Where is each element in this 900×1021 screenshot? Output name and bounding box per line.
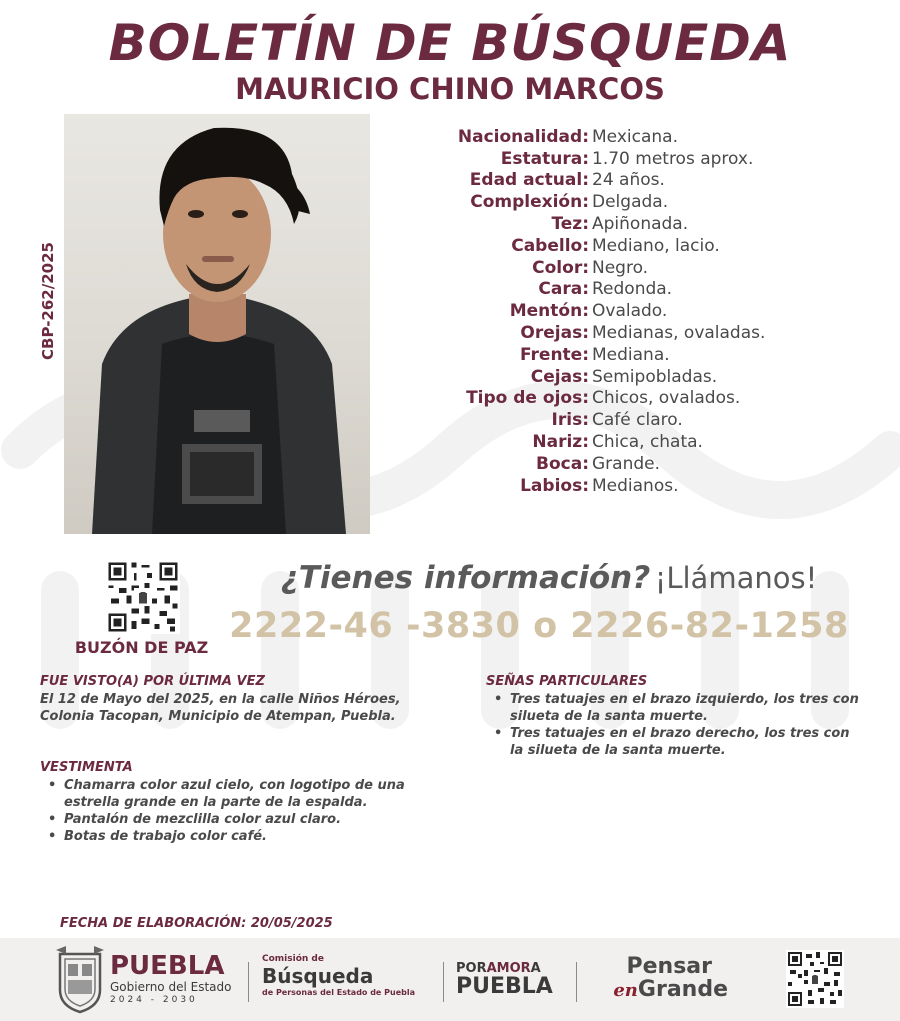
person-photo bbox=[64, 114, 370, 534]
attr-value: Grande. bbox=[592, 453, 661, 474]
person-name: MAURICIO CHINO MARCOS bbox=[235, 72, 665, 106]
state-seal-icon bbox=[54, 946, 106, 1014]
footer bbox=[0, 938, 900, 1021]
creation-date: FECHA DE ELABORACIÓN: 20/05/2025 bbox=[60, 916, 333, 931]
attr-row bbox=[392, 322, 862, 344]
buzon-qr-code[interactable] bbox=[104, 560, 182, 634]
attr-row bbox=[392, 388, 862, 410]
attr-label: Nacionalidad: bbox=[457, 126, 589, 147]
attr-row bbox=[392, 126, 862, 148]
attributes-list bbox=[392, 126, 862, 497]
attr-value: Medianas, ovaladas. bbox=[592, 323, 766, 344]
list-item: • Tres tatuajes en el brazo derecho, los tres con la silueta de la santa muerte. bbox=[486, 725, 866, 759]
attr-label: Edad actual: bbox=[469, 170, 589, 191]
attr-row bbox=[392, 453, 862, 475]
marks-heading: SEÑAS PARTICULARES bbox=[486, 674, 648, 689]
attr-row bbox=[392, 431, 862, 453]
por-amor-main: PUEBLA bbox=[456, 974, 553, 999]
en-text: en bbox=[613, 980, 638, 1001]
attr-label: Tez: bbox=[551, 214, 589, 235]
last-seen-section bbox=[40, 674, 450, 725]
list-item: • Chamarra color azul cielo, con logotipo de una estrella grande en la parte de la espalda. bbox=[40, 777, 420, 811]
attr-value: Ovalado. bbox=[592, 301, 668, 322]
attr-value: Mediana. bbox=[592, 344, 670, 365]
attr-label: Iris: bbox=[551, 410, 589, 431]
attr-label: Complexión: bbox=[470, 192, 589, 213]
attr-row bbox=[392, 344, 862, 366]
puebla-logo-name: PUEBLA bbox=[110, 951, 225, 981]
info-call: ¡Llámanos! bbox=[654, 561, 818, 595]
attr-label: Cabello: bbox=[511, 235, 589, 256]
attr-label: Cara: bbox=[538, 279, 589, 300]
attr-row bbox=[392, 366, 862, 388]
grande-text: Grande bbox=[637, 977, 728, 1002]
por-amor-a-puebla-logo bbox=[456, 962, 566, 998]
last-seen-text: El 12 de Mayo del 2025, en la calle Niños Héroes, Colonia Tacopan, Municipio de Atempan, Puebla. bbox=[40, 692, 401, 724]
pensar-text: Pensar bbox=[626, 954, 712, 979]
footer-divider bbox=[248, 962, 249, 1002]
footer-qr-code[interactable] bbox=[786, 950, 844, 1008]
marks-list bbox=[486, 691, 866, 759]
case-id bbox=[28, 236, 68, 366]
footer-divider bbox=[576, 962, 577, 1002]
list-item: • Tres tatuajes en el brazo izquierdo, los tres con silueta de la santa muerte. bbox=[486, 691, 866, 725]
attr-label: Frente: bbox=[520, 344, 589, 365]
bulletin-title: BOLETÍN DE BÚSQUEDA bbox=[108, 14, 792, 72]
last-seen-heading: FUE VISTO(A) POR ÚLTIMA VEZ bbox=[40, 674, 265, 689]
info-line bbox=[214, 560, 884, 596]
comision-busqueda-logo bbox=[262, 954, 437, 998]
attr-row bbox=[392, 191, 862, 213]
footer-divider bbox=[443, 962, 444, 1002]
attr-value: Medianos. bbox=[592, 475, 679, 496]
attr-row bbox=[392, 409, 862, 431]
attr-row bbox=[392, 170, 862, 192]
attr-value: Apiñonada. bbox=[592, 214, 689, 235]
por-text: POR bbox=[456, 961, 487, 976]
marks-section bbox=[486, 674, 866, 759]
attr-label: Boca: bbox=[536, 453, 589, 474]
attr-value: Semipobladas. bbox=[592, 366, 718, 387]
attr-label: Tipo de ojos: bbox=[466, 388, 589, 409]
a-text: A bbox=[530, 961, 541, 976]
attr-row bbox=[392, 148, 862, 170]
attr-value: Chica, chata. bbox=[592, 432, 703, 453]
person-photo-drawing bbox=[64, 114, 370, 534]
phone-numbers[interactable]: 2222-46 -3830 o 2226-82-1258 bbox=[229, 606, 849, 646]
clothing-list bbox=[40, 777, 420, 845]
puebla-logo-years: 2024 - 2030 bbox=[110, 995, 198, 1005]
comision-bottom: de Personas del Estado de Puebla bbox=[262, 988, 415, 997]
attr-label: Nariz: bbox=[532, 432, 589, 453]
comision-top: Comisión de bbox=[262, 954, 324, 964]
puebla-logo-sub: Gobierno del Estado bbox=[110, 980, 232, 994]
attr-label: Color: bbox=[532, 257, 589, 278]
attr-value: 1.70 metros aprox. bbox=[592, 148, 754, 169]
case-id-text: CBP-262/2025 bbox=[39, 242, 57, 360]
attr-value: Negro. bbox=[592, 257, 649, 278]
attr-value: Mexicana. bbox=[592, 126, 678, 147]
attr-label: Labios: bbox=[520, 475, 589, 496]
comision-main: Búsqueda bbox=[262, 964, 374, 988]
attr-row bbox=[392, 279, 862, 301]
puebla-government-logo bbox=[110, 952, 240, 1006]
attr-row bbox=[392, 213, 862, 235]
attr-row bbox=[392, 475, 862, 497]
amor-text: AMOR bbox=[486, 961, 531, 976]
en-grande-line bbox=[588, 978, 728, 1004]
buzon-label: BUZÓN DE PAZ bbox=[74, 638, 209, 657]
attr-label: Cejas: bbox=[530, 366, 589, 387]
list-item: • Pantalón de mezclilla color azul claro. bbox=[40, 811, 420, 828]
clothing-heading: VESTIMENTA bbox=[40, 760, 133, 775]
clothing-section bbox=[40, 760, 420, 845]
attr-row bbox=[392, 257, 862, 279]
attr-value: Café claro. bbox=[592, 410, 683, 431]
info-question: ¿Tienes información? bbox=[280, 560, 651, 596]
list-item: • Botas de trabajo color café. bbox=[40, 828, 420, 845]
attr-label: Mentón: bbox=[509, 301, 589, 322]
attr-row bbox=[392, 235, 862, 257]
attr-value: Delgada. bbox=[592, 192, 669, 213]
attr-value: Chicos, ovalados. bbox=[592, 388, 741, 409]
attr-row bbox=[392, 300, 862, 322]
pensar-en-grande-logo bbox=[588, 956, 728, 1004]
attr-label: Estatura: bbox=[500, 148, 589, 169]
attr-value: Redonda. bbox=[592, 279, 673, 300]
attr-value: 24 años. bbox=[592, 170, 665, 191]
attr-value: Mediano, lacio. bbox=[592, 235, 720, 256]
attr-label: Orejas: bbox=[520, 323, 589, 344]
